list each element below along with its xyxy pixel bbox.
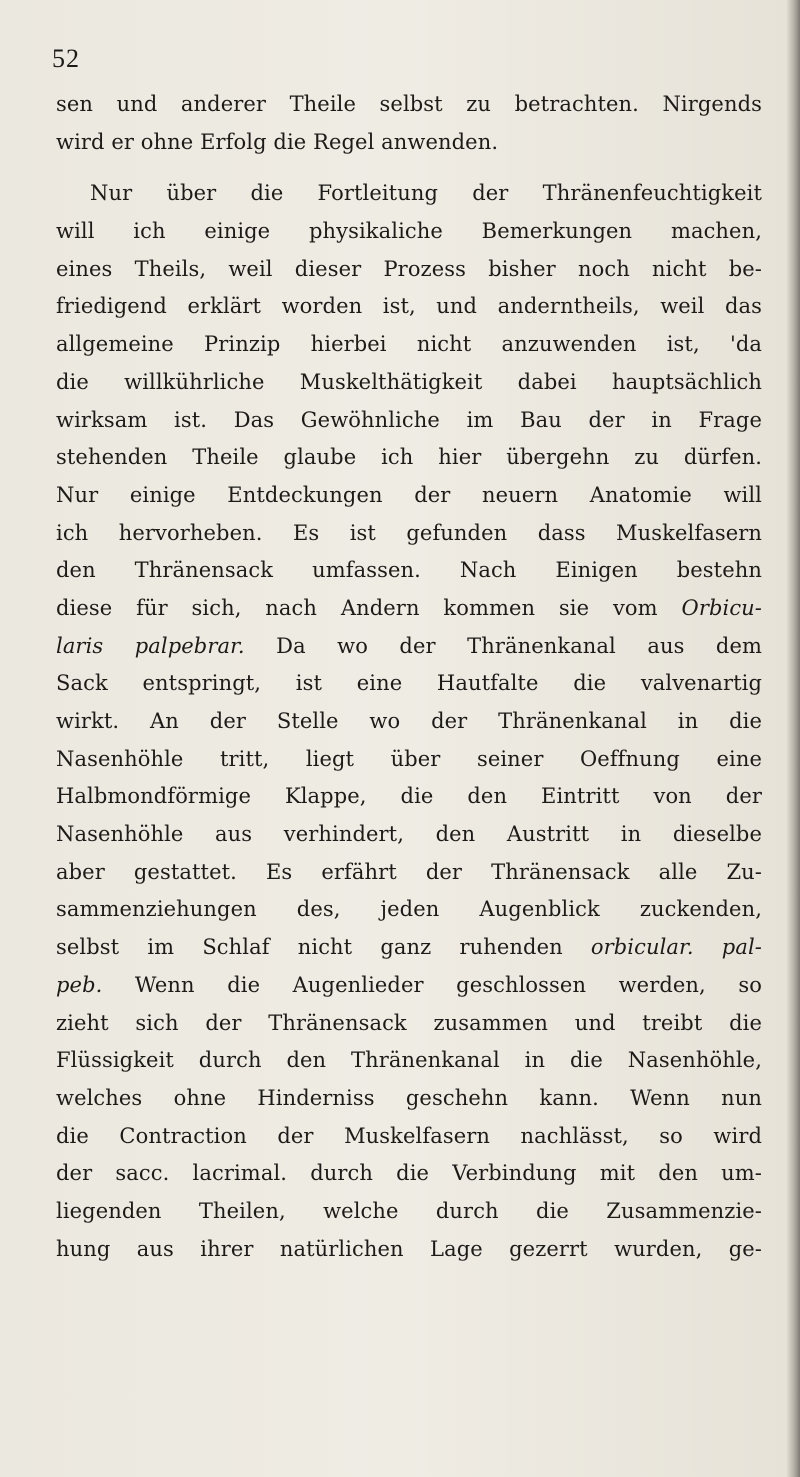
text-span: wirksam ist. Das Gewöhnliche im Bau der in Frage [56, 407, 762, 432]
text-span: Nasenhöhle tritt, liegt über seiner Oeffnung eine [56, 746, 762, 771]
text-span: stehenden Theile glaube ich hier übergehn zu dürfen. [56, 445, 762, 470]
text-line [56, 288, 762, 326]
text-span: Wenn die Augenlieder geschlossen werden, so [102, 972, 762, 997]
text-line [56, 741, 762, 779]
text-span: wird er ohne Erfolg die Regel anwenden. [56, 129, 499, 154]
text-line [56, 1155, 762, 1193]
text-line [56, 515, 762, 553]
text-line [56, 816, 762, 854]
italic-text: peb. [56, 972, 103, 997]
text-span: Halbmondförmige Klappe, die den Eintritt von der [56, 784, 762, 809]
text-span: diese für sich, nach Andern kommen sie vom [56, 595, 682, 620]
page-edge-shadow [786, 0, 800, 1477]
text-span: selbst im Schlaf nicht ganz ruhenden [56, 935, 591, 960]
text-span: friedigend erklärt worden ist, und anderntheils, weil das [56, 294, 762, 319]
text-line [56, 665, 762, 703]
text-line [56, 1118, 762, 1156]
text-line [56, 552, 762, 590]
text-span: Sack entspringt, ist eine Hautfalte die valvenartig [56, 671, 762, 696]
italic-text: Orbicu- [681, 595, 762, 620]
text-line [56, 1231, 762, 1269]
text-line [56, 326, 762, 364]
text-span: ich hervorheben. Es ist gefunden dass Muskelfasern [56, 520, 762, 545]
text-span: will ich einige physikaliche Bemerkungen machen, [56, 219, 762, 244]
text-line [56, 402, 762, 440]
text-line [56, 86, 762, 124]
text-line [56, 628, 762, 666]
text-span: hung aus ihrer natürlichen Lage gezerrt wurden, ge- [56, 1236, 762, 1261]
text-line [56, 1080, 762, 1118]
text-span: die willkührliche Muskelthätigkeit dabei hauptsächlich [56, 369, 762, 394]
text-span: sen und anderer Theile selbst zu betrachten. Nirgends [56, 92, 762, 116]
text-line [56, 175, 762, 213]
page-number: 52 [52, 44, 80, 73]
italic-text: laris palpebrar. [56, 633, 245, 658]
text-line [56, 251, 762, 289]
text-span: Nur einige Entdeckungen der neuern Anatomie will [56, 482, 762, 507]
text-line [56, 1042, 762, 1080]
text-span: der sacc. lacrimal. durch die Verbindung mit den um- [56, 1161, 762, 1186]
text-line [56, 891, 762, 929]
text-line [56, 364, 762, 402]
text-line [56, 1005, 762, 1043]
text-span: die Contraction der Muskelfasern nachlässt, so wird [56, 1123, 762, 1148]
text-span: aber gestattet. Es erfährt der Thränensack alle Zu- [56, 859, 762, 884]
text-line [56, 929, 762, 967]
text-span: eines Theils, weil dieser Prozess bisher noch nicht be- [56, 256, 762, 281]
italic-text: orbicular. pal- [590, 935, 762, 960]
text-line [56, 1193, 762, 1231]
text-line [56, 967, 762, 1005]
text-line [56, 124, 762, 162]
text-span: Flüssigkeit durch den Thränenkanal in die Nasenhöhle, [56, 1048, 762, 1073]
text-span: Da wo der Thränenkanal aus dem [244, 633, 762, 658]
text-line [56, 213, 762, 251]
text-span: sammenziehungen des, jeden Augenblick zuckenden, [56, 897, 762, 922]
text-line [56, 778, 762, 816]
text-span: zieht sich der Thränensack zusammen und treibt die [56, 1010, 762, 1035]
text-line [56, 439, 762, 477]
text-span: liegenden Theilen, welche durch die Zusammenzie- [56, 1198, 762, 1223]
text-span: welches ohne Hinderniss geschehn kann. Wenn nun [56, 1085, 762, 1110]
text-span: allgemeine Prinzip hierbei nicht anzuwenden ist, 'da [56, 332, 762, 357]
text-span: wirkt. An der Stelle wo der Thränenkanal in die [56, 709, 762, 733]
body-text [56, 86, 762, 1268]
text-line [56, 703, 762, 741]
text-line [56, 477, 762, 515]
text-span: Nasenhöhle aus verhindert, den Austritt in dieselbe [56, 822, 762, 847]
text-line [56, 590, 762, 628]
text-span: den Thränensack umfassen. Nach Einigen bestehn [56, 558, 762, 583]
text-line [56, 854, 762, 892]
text-span: Nur über die Fortleitung der Thränenfeuchtigkeit [90, 181, 762, 206]
